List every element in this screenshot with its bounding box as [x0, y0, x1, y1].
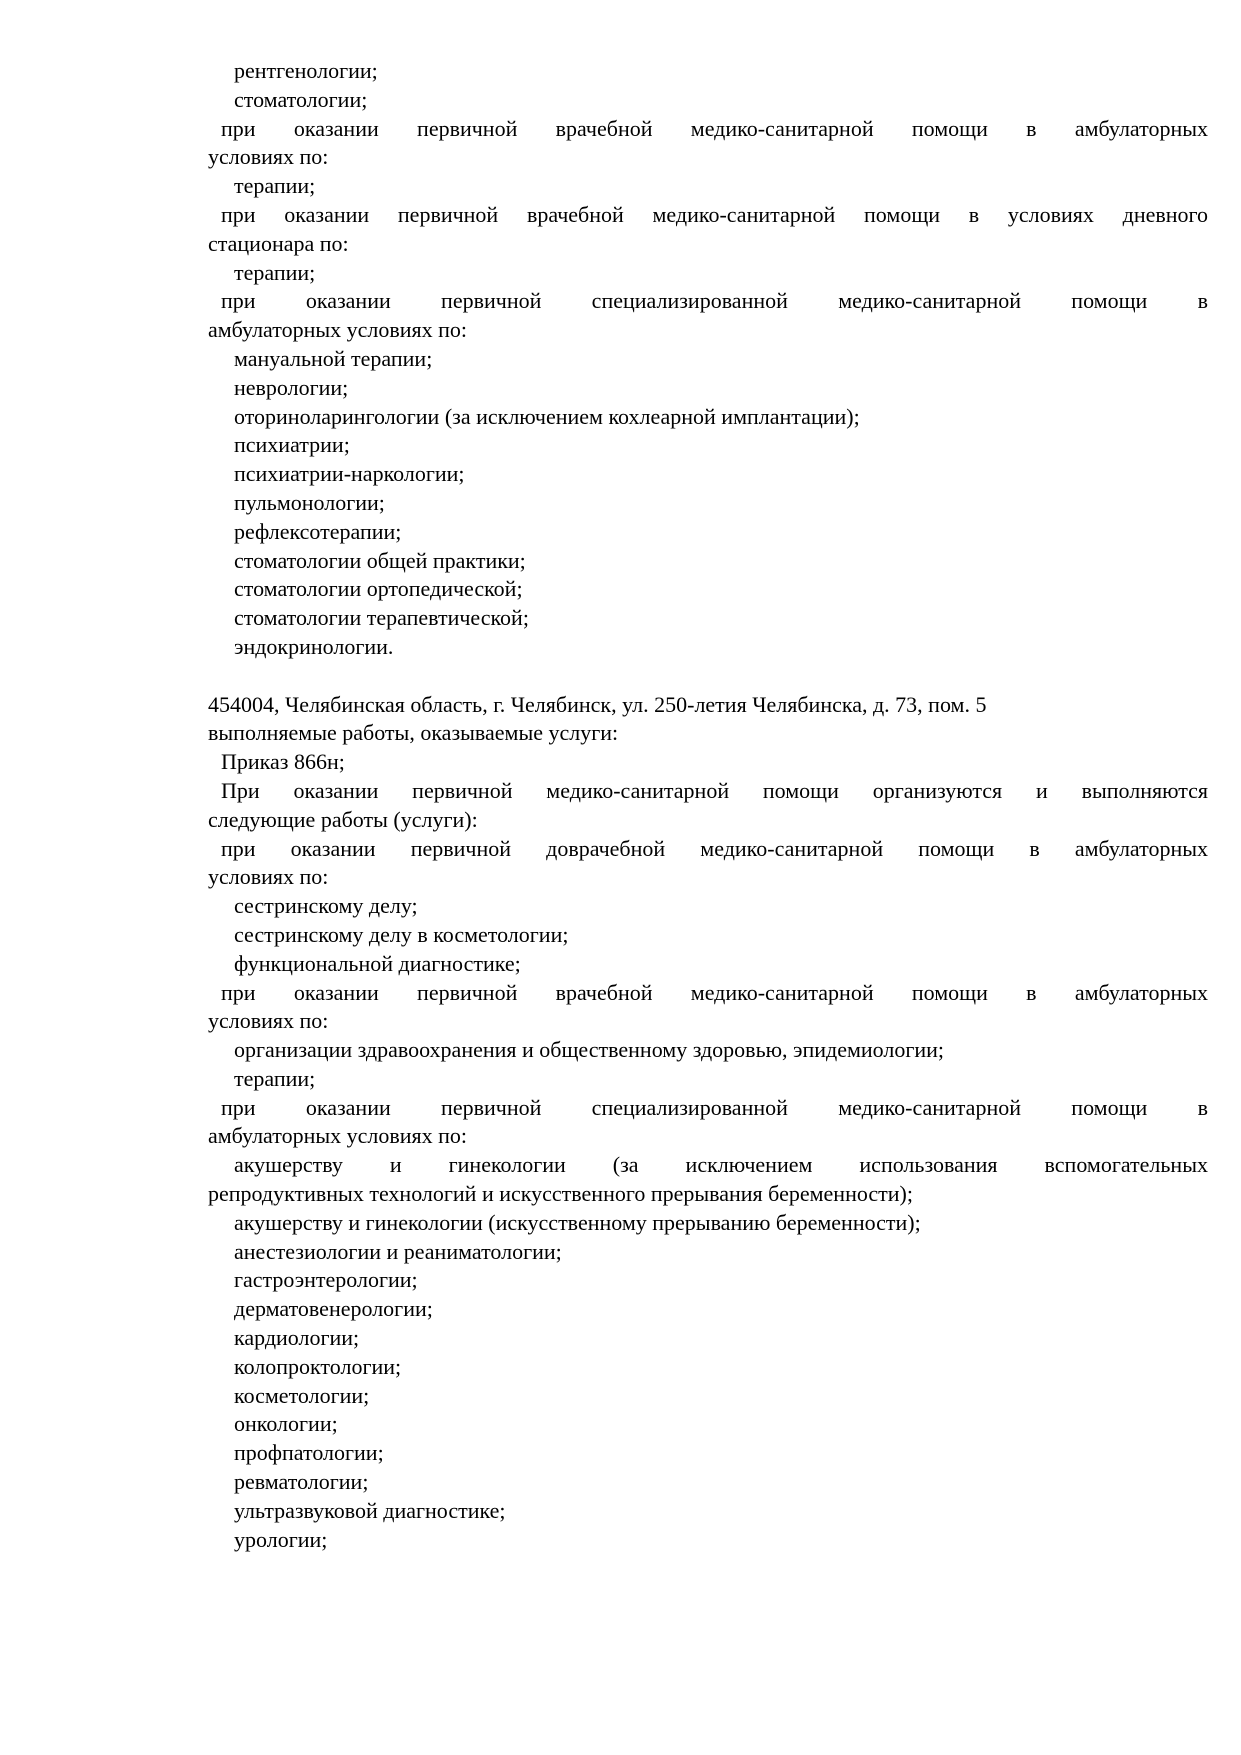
document-line: эндокринологии. [234, 633, 394, 659]
document-line: неврологии; [234, 374, 349, 400]
document-line: при оказании первичной врачебной медико-санитарной помощи в условиях дневного [221, 201, 1208, 227]
document-line: 454004, Челябинская область, г. Челябинск, ул. 250-летия Челябинска, д. 73, пом. 5 [208, 691, 987, 717]
document-line: психиатрии; [234, 432, 350, 458]
document-line: следующие работы (услуги): [208, 806, 478, 832]
document-line: психиатрии-наркологии; [234, 461, 465, 487]
document-line: косметологии; [234, 1382, 370, 1408]
document-line: акушерству и гинекологии (искусственному прерыванию беременности); [234, 1209, 921, 1235]
document-line: рентгенологии; [234, 58, 378, 83]
document-line: Приказ 866н; [221, 749, 345, 775]
document-line: ультразвуковой диагностике; [234, 1497, 506, 1523]
document-line: колопроктологии; [234, 1353, 402, 1379]
document-line: урологии; [234, 1526, 328, 1552]
document-line: терапии; [234, 259, 316, 285]
document-line: оториноларингологии (за исключением кохлеарной имплантации); [234, 403, 860, 429]
document-line: стоматологии ортопедической; [234, 576, 523, 602]
document-line: кардиологии; [234, 1325, 360, 1351]
document-line: терапии; [234, 1065, 316, 1091]
document-line: условиях по: [208, 864, 329, 890]
document-line: ревматологии; [234, 1469, 369, 1495]
document-line: при оказании первичной врачебной медико-санитарной помощи в амбулаторных [221, 115, 1208, 141]
document-line: мануальной терапии; [234, 345, 433, 371]
document-line: стоматологии терапевтической; [234, 605, 529, 631]
document-line: выполняемые работы, оказываемые услуги: [208, 720, 619, 746]
document-line: анестезиологии и реаниматологии; [234, 1238, 562, 1264]
document-line: дерматовенерологии; [234, 1296, 433, 1322]
document-line: пульмонологии; [234, 489, 385, 515]
blank-line [208, 662, 1208, 691]
document-line: рефлексотерапии; [234, 518, 402, 544]
document-line: терапии; [234, 173, 316, 199]
document-line: организации здравоохранения и общественному здоровью, эпидемиологии; [234, 1037, 945, 1063]
document-line: при оказании первичной врачебной медико-санитарной помощи в амбулаторных [221, 979, 1208, 1005]
document-line: условиях по: [208, 1008, 329, 1034]
document-line: при оказании первичной специализированной медико-санитарной помощи в [221, 288, 1208, 314]
document-line: условиях по: [208, 144, 329, 170]
document-line: при оказании первичной специализированной медико-санитарной помощи в [221, 1094, 1208, 1120]
document-line: гастроэнтерологии; [234, 1267, 418, 1293]
document-line: сестринскому делу в косметологии; [234, 921, 569, 947]
document-line: репродуктивных технологий и искусственного прерывания беременности); [208, 1181, 913, 1207]
document-line: При оказании первичной медико-санитарной помощи организуются и выполняются [221, 777, 1208, 803]
document-line: при оказании первичной доврачебной медико-санитарной помощи в амбулаторных [221, 835, 1208, 861]
document-line: амбулаторных условиях по: [208, 1123, 468, 1149]
document-line: сестринскому делу; [234, 893, 418, 919]
license-services-text-block [208, 57, 1208, 1554]
document-line: стационара по: [208, 230, 349, 256]
document-line: функциональной диагностике; [234, 950, 521, 976]
document-line: стоматологии; [234, 86, 368, 112]
document-line: профпатологии; [234, 1440, 384, 1466]
document-line: стоматологии общей практики; [234, 547, 526, 573]
document-line: амбулаторных условиях по: [208, 317, 468, 343]
document-line: акушерству и гинекологии (за исключением использования вспомогательных [234, 1152, 1208, 1178]
document-line: онкологии; [234, 1411, 338, 1437]
